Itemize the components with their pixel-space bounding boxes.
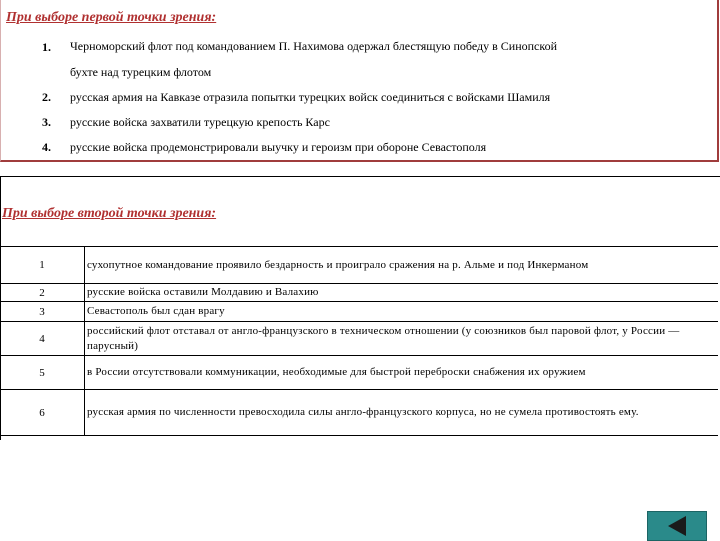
row-text: русская армия по численности превосходила силы англо-французского корпуса, но не сумела противостоять ему.	[85, 390, 719, 436]
row-number: 4	[0, 322, 85, 356]
first-viewpoint-title: При выборе первой точки зрения:	[6, 10, 217, 25]
table-row	[0, 322, 718, 356]
row-number: 1	[0, 247, 85, 284]
section-divider	[0, 176, 720, 177]
list-item-number: 4.	[42, 140, 51, 154]
row-number: 2	[0, 284, 85, 302]
row-number: 3	[0, 302, 85, 322]
row-text: в России отсутствовали коммуникации, необходимые для быстрой переброски снабжения их оружием	[85, 356, 719, 390]
row-text: Севастополь был сдан врагу	[85, 302, 719, 322]
table-row	[0, 356, 718, 390]
list-item-number: 1.	[42, 40, 51, 54]
row-number: 6	[0, 390, 85, 436]
table-row	[0, 247, 718, 284]
row-text: сухопутное командование проявило бездарность и проиграло сражения на р. Альме и под Инкерманом	[85, 247, 719, 284]
list-item-text: русская армия на Кавказе отразила попытки турецких войск соединиться с войсками Шамиля	[70, 90, 551, 104]
triangle-left-icon	[648, 512, 706, 540]
second-viewpoint-title: При выборе второй точки зрения:	[2, 206, 217, 221]
list-item-text: русские войска продемонстрировали выучку и героизм при обороне Севастополя	[70, 140, 487, 154]
list-item-text: Черноморский флот под командованием П. Нахимова одержал блестящую победу в Синопской	[70, 39, 558, 53]
list-item-text: русские войска захватили турецкую крепость Карс	[70, 115, 330, 129]
table-row	[0, 284, 718, 302]
row-number: 5	[0, 356, 85, 390]
row-text: российский флот отставал от англо-французского в техническом отношении (у союзников был паровой флот, у России — парусный)	[85, 322, 719, 356]
list-item-number: 3.	[42, 115, 51, 129]
list-item-number: 2.	[42, 90, 51, 104]
back-nav-button[interactable]	[647, 511, 707, 541]
table-row	[0, 302, 718, 322]
row-text: русские войска оставили Молдавию и Валахию	[85, 284, 719, 302]
list-item-text-continued: бухте над турецким флотом	[70, 65, 212, 79]
table-row	[0, 390, 718, 436]
second-viewpoint-table	[0, 246, 718, 436]
